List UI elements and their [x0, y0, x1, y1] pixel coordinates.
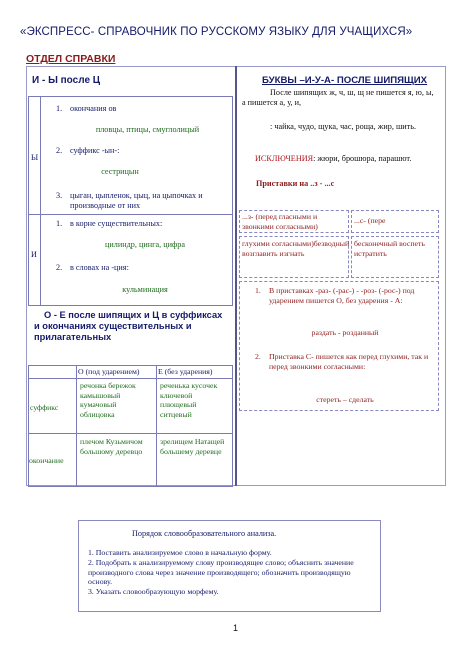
i-rule-2 [56, 263, 231, 273]
prefix-rule-2-text: Приставка С- пишется как перед глухими, так и перед звонкими согласными: [269, 352, 429, 371]
y-rule-3-text: цыган, цыпленок, цыц, на цыпочках и производные от них [70, 191, 203, 210]
exceptions-text: : жюри, брошюра, парашют. [313, 154, 412, 163]
analysis-title: Порядок словообразовательного анализа. [132, 529, 277, 538]
i-rule-2-example: кульминация [122, 285, 168, 294]
letter-y: Ы [31, 153, 39, 162]
prefix-rule-1 [255, 286, 435, 305]
y-rule-2-example: сестрицын [101, 167, 139, 176]
column-divider [235, 66, 237, 486]
i-rule-1-text: в корне существительных: [70, 219, 163, 228]
analysis-step-3: 3. Указать словообразующую морфему. [88, 587, 219, 596]
y-rule-1-text: окончания ов [70, 104, 117, 113]
oe-head-divider [28, 378, 233, 379]
prefix-title: Приставки на ..з - ...с [256, 179, 335, 188]
right-examples-paragraph: : чайка, чудо, щука, час, роща, жир, шить. [270, 122, 417, 131]
oe-suffix-e-words: реченька кусочек ключевой плющевый ситцевый [160, 381, 218, 419]
oe-ending-o-words: плечом Кузьмичом большому деревцо [80, 437, 143, 456]
i-rule-2-num: 2. [56, 263, 63, 272]
page-number: 1 [233, 623, 239, 633]
y-rule-2-text: суффикс -ын-: [70, 146, 120, 155]
z-words: глухими согласными)безводный возглавить изгнать [242, 239, 350, 258]
prefix-rule-2-example: стереть – сделать [316, 395, 374, 404]
oe-suffix-o-words: речонка бережок камышовый кумачовый облицовка [80, 381, 136, 419]
section-heading: ОТДЕЛ СПРАВКИ [26, 53, 116, 65]
iy-table-top [28, 96, 233, 97]
oe-col-e-header: Е (без ударения) [158, 367, 213, 376]
right-section-title: БУКВЫ –И-У-А- ПОСЛЕ ШИПЯЩИХ [262, 75, 428, 86]
prefix-rule-2 [255, 352, 435, 371]
prefix-rule-1-num: 1. [255, 286, 261, 295]
y-rule-2-num: 2. [56, 146, 63, 155]
oe-section-title: О - Е после шипящих и Ц в суффиксах и окончаниях существительных и прилагательных [34, 310, 223, 342]
oe-ending-e-words: зрелищем Натащей большему деревце [160, 437, 225, 456]
oe-col-divider-2 [156, 365, 157, 487]
oe-row-label-ending: окончание [29, 456, 64, 465]
document-title: «ЭКСПРЕСС- СПРАВОЧНИК ПО РУССКОМУ ЯЗЫКУ ДЛЯ УЧАЩИХСЯ» [20, 26, 413, 38]
y-rule-1 [56, 104, 231, 114]
oe-col-divider-1 [76, 365, 77, 487]
i-rule-1-num: 1. [56, 219, 63, 228]
prefix-rule-2-num: 2. [255, 352, 261, 361]
exceptions-line [255, 154, 455, 164]
y-rule-1-example: пловцы, птицы, смуглолицый [95, 125, 200, 134]
z-header: ...з- (перед гласными и звонкими согласными) [242, 212, 318, 231]
analysis-step-2: 2. Подобрать к анализируемому слову производящее слово; объяснить значение производного слова через значение производящего; обозначить производящую основу. [88, 558, 354, 586]
oe-row-label-suffix: суффикс [30, 403, 59, 412]
y-rule-3 [56, 191, 234, 211]
s-header: ...с- (пере [354, 216, 386, 225]
prefix-rule-1-text: В приставках -раз- (-рас-) - -роз- (-рос-) под ударением пишется О, без ударения - А: [269, 286, 415, 305]
i-rule-1 [56, 219, 231, 229]
right-rule-paragraph: После шипящих ж, ч, ш, щ не пишется я, ю, ы, а пишется а, у, и, [242, 88, 434, 107]
oe-row-divider [28, 433, 233, 434]
iy-section-title: И - Ы после Ц [32, 75, 101, 86]
iy-table-letter-divider [40, 96, 41, 306]
y-rule-1-num: 1. [56, 104, 63, 113]
prefix-rule-1-example: раздать - розданный [311, 328, 379, 337]
iy-table-row-divider [28, 214, 233, 215]
y-rule-3-num: 3. [56, 191, 63, 200]
exceptions-label: ИСКЛЮЧЕНИЯ [255, 154, 314, 163]
oe-col-o-header: О (под ударением) [78, 367, 140, 376]
y-rule-2 [56, 146, 231, 156]
s-words: бесконечный воспеть истратить [354, 239, 425, 258]
letter-i: И [31, 250, 37, 259]
i-rule-1-example: цилиндр, цинга, цифра [105, 240, 185, 249]
i-rule-2-text: в словах на -ция: [70, 263, 129, 272]
analysis-step-1: 1. Поставить анализируемое слово в начальную форму. [88, 548, 272, 557]
